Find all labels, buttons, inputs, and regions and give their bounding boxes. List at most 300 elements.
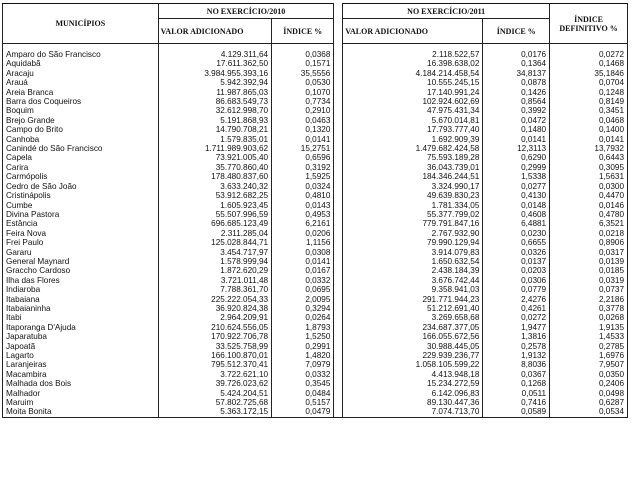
column-header-valor-2010: VALOR ADICIONADO [158,19,271,44]
indice-2010: 0,0484 [272,389,334,398]
municipio-name: Aracaju [3,69,159,78]
municipio-name: Maruim [3,398,159,407]
table-row [3,313,628,322]
indice-2011: 0,1426 [483,88,550,97]
indice-2010: 0,0332 [272,370,334,379]
municipio-name: Feira Nova [3,229,159,238]
column-header-valor-2011: VALOR ADICIONADO [343,19,483,44]
group-header-2011: NO EXERCÍCIO/2011 [343,4,550,19]
indice-2011: 0,7416 [483,398,550,407]
indice-definitivo: 0,0268 [550,313,628,322]
valor-2011: 2.767.932,90 [343,229,483,238]
indice-definitivo: 1,6976 [550,351,628,360]
indice-2010: 0,1320 [272,125,334,134]
column-gap [334,229,343,238]
column-gap [334,153,343,162]
table-row [3,342,628,351]
indice-2010: 0,7734 [272,97,334,106]
municipio-name: Cedro de São João [3,182,159,191]
valor-2011: 10.555.245,15 [343,78,483,87]
table-row [3,78,628,87]
valor-2010: 5.363.172,15 [158,407,271,417]
column-gap [334,144,343,153]
indice-definitivo: 0,6443 [550,153,628,162]
value-added-table [2,3,628,418]
valor-2010: 1.605.923,45 [158,201,271,210]
table-row [3,116,628,125]
valor-2011: 3.269.658,68 [343,313,483,322]
table-row [3,266,628,275]
municipio-name: Moita Bonita [3,407,159,417]
column-header-municipios: MUNICÍPIOS [3,4,159,44]
table-row [3,370,628,379]
column-gap [334,182,343,191]
column-header-indice-definitivo [550,4,628,44]
column-gap [334,313,343,322]
table-row [3,285,628,294]
indice-definitivo: 0,6287 [550,398,628,407]
column-gap [334,116,343,125]
municipio-name: Macambira [3,370,159,379]
municipio-name: Laranjeiras [3,360,159,369]
column-gap [334,172,343,181]
indice-2011: 0,6290 [483,153,550,162]
municipio-name: Aquidabã [3,59,159,68]
municipio-name: Ilha das Flores [3,276,159,285]
valor-2010: 178.480.837,60 [158,172,271,181]
table-row [3,238,628,247]
column-gap [334,266,343,275]
valor-2011: 4.184.214.458,54 [343,69,483,78]
indice-2011: 0,0326 [483,248,550,257]
column-gap [334,332,343,341]
column-gap [334,4,343,44]
indice-definitivo: 0,3451 [550,106,628,115]
valor-2010: 3.722.621,10 [158,370,271,379]
valor-2010: 14.790.708,21 [158,125,271,134]
indice-definitivo: 0,3095 [550,163,628,172]
municipio-name: Carmópolis [3,172,159,181]
table-row [3,50,628,59]
table-row [3,97,628,106]
indice-definitivo: 0,0185 [550,266,628,275]
indice-definitivo: 0,2406 [550,379,628,388]
indice-2011: 0,0589 [483,407,550,417]
indice-definitivo: 0,0272 [550,50,628,59]
indice-2011: 1,3816 [483,332,550,341]
column-header-indice-2010: ÍNDICE % [272,19,334,44]
indice-2011: 0,4130 [483,191,550,200]
indice-2010: 1,5250 [272,332,334,341]
indice-2011: 6,4881 [483,219,550,228]
indice-2011: 8,8036 [483,360,550,369]
valor-2010: 11.987.865,03 [158,88,271,97]
indice-definitivo: 0,0300 [550,182,628,191]
valor-2010: 125.028.844,71 [158,238,271,247]
municipio-name: Carira [3,163,159,172]
municipio-name: Itabaiana [3,295,159,304]
indice-2011: 34,8137 [483,69,550,78]
indice-2011: 2,4276 [483,295,550,304]
municipio-name: Japaratuba [3,332,159,341]
valor-2011: 75.593.189,28 [343,153,483,162]
indice-2011: 0,8564 [483,97,550,106]
table-row [3,304,628,313]
municipio-name: Amparo do São Francisco [3,50,159,59]
table-row [3,257,628,266]
column-gap [334,163,343,172]
indice-2010: 1,4820 [272,351,334,360]
indice-2011: 0,0203 [483,266,550,275]
municipio-name: Areia Branca [3,88,159,97]
valor-2011: 89.130.447,36 [343,398,483,407]
table-row [3,389,628,398]
indice-2010: 2,0095 [272,295,334,304]
column-gap [334,78,343,87]
indice-definitivo: 13,7932 [550,144,628,153]
indice-2010: 0,0167 [272,266,334,275]
indice-2010: 0,0141 [272,257,334,266]
indice-definitivo: 0,1400 [550,125,628,134]
valor-2011: 1.650.632,54 [343,257,483,266]
indice-2011: 0,2999 [483,163,550,172]
indice-2010: 0,0141 [272,135,334,144]
valor-2011: 49.639.830,23 [343,191,483,200]
valor-2011: 15.234.272,59 [343,379,483,388]
valor-2011: 30.988.445,05 [343,342,483,351]
valor-2010: 17.611.362,50 [158,59,271,68]
valor-2010: 7.788.361,70 [158,285,271,294]
indice-definitivo: 2,2186 [550,295,628,304]
indice-definitivo: 0,4470 [550,191,628,200]
column-gap [334,97,343,106]
indice-2010: 0,1070 [272,88,334,97]
valor-2011: 291.771.944,23 [343,295,483,304]
municipio-name: Capela [3,153,159,162]
column-gap [334,69,343,78]
indice-2011: 12,3113 [483,144,550,153]
table-row [3,276,628,285]
indice-definitivo: 7,9507 [550,360,628,369]
indice-2011: 0,1480 [483,125,550,134]
valor-2011: 55.377.799,02 [343,210,483,219]
table-row [3,135,628,144]
valor-2011: 1.058.105.599,22 [343,360,483,369]
table-row [3,69,628,78]
indice-2010: 0,0332 [272,276,334,285]
indice-2011: 0,0148 [483,201,550,210]
municipio-name: General Maynard [3,257,159,266]
column-gap [334,285,343,294]
valor-2010: 5.191.868,93 [158,116,271,125]
group-header-2010: NO EXERCÍCIO/2010 [158,4,334,19]
municipio-name: Graccho Cardoso [3,266,159,275]
indice-2010: 0,0463 [272,116,334,125]
table-row [3,144,628,153]
indice-2011: 0,4261 [483,304,550,313]
valor-2011: 9.358.941,03 [343,285,483,294]
column-gap [334,257,343,266]
valor-2011: 3.914.079,83 [343,248,483,257]
indice-2011: 0,0472 [483,116,550,125]
valor-2011: 16.398.638,02 [343,59,483,68]
valor-2010: 32.612.998,70 [158,106,271,115]
municipio-name: Estância [3,219,159,228]
column-gap [334,323,343,332]
valor-2010: 166.100.870,01 [158,351,271,360]
indice-definitivo: 0,0141 [550,135,628,144]
indice-2010: 35,5556 [272,69,334,78]
valor-2010: 53.912.682,25 [158,191,271,200]
valor-2011: 3.324.990,17 [343,182,483,191]
valor-2011: 1.692.909,39 [343,135,483,144]
valor-2011: 6.142.096,83 [343,389,483,398]
indice-2010: 15,2751 [272,144,334,153]
indice-2011: 0,2578 [483,342,550,351]
valor-2010: 1.872.620,29 [158,266,271,275]
municipio-name: Itaporanga D'Ajuda [3,323,159,332]
indice-definitivo: 1,4533 [550,332,628,341]
municipio-name: Itabaianinha [3,304,159,313]
indice-definitivo: 0,8149 [550,97,628,106]
valor-2011: 184.346.244,51 [343,172,483,181]
table-row [3,210,628,219]
valor-2011: 102.924.602,69 [343,97,483,106]
indice-2010: 6,2161 [272,219,334,228]
valor-2011: 234.687.377,05 [343,323,483,332]
indice-2010: 0,2910 [272,106,334,115]
indice-2011: 0,0230 [483,229,550,238]
column-gap [334,370,343,379]
indice-2011: 0,0272 [483,313,550,322]
municipio-name: Itabi [3,313,159,322]
municipio-name: Frei Paulo [3,238,159,247]
indice-definitivo: 0,0704 [550,78,628,87]
column-gap [334,407,343,417]
indice-2010: 0,3545 [272,379,334,388]
municipio-name: Indiaroba [3,285,159,294]
column-gap [334,88,343,97]
indice-definitivo: 0,1468 [550,59,628,68]
indice-2010: 0,0308 [272,248,334,257]
municipio-name: Arauá [3,78,159,87]
indice-definitivo: 0,1248 [550,88,628,97]
valor-2011: 229.939.236,77 [343,351,483,360]
column-header-indice-2011: ÍNDICE % [483,19,550,44]
valor-2010: 2.964.209,91 [158,313,271,322]
indice-definitivo: 0,0317 [550,248,628,257]
indice-definitivo: 0,2785 [550,342,628,351]
valor-2010: 5.942.392,94 [158,78,271,87]
indice-2010: 1,1156 [272,238,334,247]
indice-definitivo-label: ÍNDICE DEFINITIVO % [559,14,618,33]
column-gap [334,201,343,210]
valor-2010: 795.512.370,41 [158,360,271,369]
table-row [3,191,628,200]
table-row [3,351,628,360]
valor-2011: 2.438.184,39 [343,266,483,275]
indice-2010: 0,4953 [272,210,334,219]
municipio-name: Lagarto [3,351,159,360]
valor-2011: 3.676.742,44 [343,276,483,285]
indice-2011: 0,4608 [483,210,550,219]
table-row [3,153,628,162]
indice-2011: 0,0141 [483,135,550,144]
table-row [3,182,628,191]
column-gap [334,135,343,144]
column-gap [334,351,343,360]
table-row [3,398,628,407]
valor-2010: 35.770.860,40 [158,163,271,172]
table-row [3,201,628,210]
table-row [3,407,628,417]
indice-2011: 1,9477 [483,323,550,332]
valor-2010: 5.424.204,51 [158,389,271,398]
column-gap [334,398,343,407]
indice-2011: 0,0779 [483,285,550,294]
table-row [3,323,628,332]
indice-2010: 0,0530 [272,78,334,87]
valor-2010: 3.984.955.393,16 [158,69,271,78]
valor-2011: 166.055.672,56 [343,332,483,341]
table-row [3,379,628,388]
valor-2011: 51.212.691,40 [343,304,483,313]
indice-2010: 7,0979 [272,360,334,369]
indice-2010: 0,0479 [272,407,334,417]
indice-2011: 0,0277 [483,182,550,191]
indice-2011: 0,0367 [483,370,550,379]
table-row [3,88,628,97]
valor-2010: 170.922.706,78 [158,332,271,341]
table-row [3,229,628,238]
column-gap [334,106,343,115]
indice-2010: 0,0324 [272,182,334,191]
table-row [3,172,628,181]
column-gap [334,238,343,247]
indice-2010: 0,5157 [272,398,334,407]
indice-2010: 0,0264 [272,313,334,322]
column-gap [334,125,343,134]
indice-definitivo: 0,0139 [550,257,628,266]
valor-2010: 3.633.240,32 [158,182,271,191]
indice-2011: 0,0176 [483,50,550,59]
valor-2010: 57.802.725,68 [158,398,271,407]
indice-2011: 1,5338 [483,172,550,181]
indice-2010: 0,0143 [272,201,334,210]
indice-2011: 0,0306 [483,276,550,285]
indice-2011: 0,0137 [483,257,550,266]
indice-definitivo: 0,0319 [550,276,628,285]
indice-2011: 0,6655 [483,238,550,247]
valor-2010: 1.578.999,94 [158,257,271,266]
indice-2011: 1,9132 [483,351,550,360]
indice-definitivo: 1,5631 [550,172,628,181]
column-gap [334,379,343,388]
column-gap [334,210,343,219]
valor-2010: 3.454.717,97 [158,248,271,257]
column-gap [334,59,343,68]
column-gap [334,360,343,369]
municipio-name: Boquim [3,106,159,115]
valor-2010: 39.726.023,62 [158,379,271,388]
valor-2011: 5.670.014,81 [343,116,483,125]
column-gap [334,342,343,351]
municipio-name: Malhador [3,389,159,398]
indice-2010: 0,1571 [272,59,334,68]
indice-2010: 0,6596 [272,153,334,162]
municipio-name: Cumbe [3,201,159,210]
municipio-name: Campo do Brito [3,125,159,134]
valor-2011: 47.975.431,34 [343,106,483,115]
valor-2011: 1.781.334,05 [343,201,483,210]
valor-2011: 779.791.847,16 [343,219,483,228]
valor-2010: 696.685.123,49 [158,219,271,228]
column-gap [334,50,343,59]
valor-2010: 3.721.011,48 [158,276,271,285]
valor-2010: 36.920.824,38 [158,304,271,313]
valor-2010: 1.711.989.903,62 [158,144,271,153]
indice-2010: 0,3192 [272,163,334,172]
municipio-name: Malhada dos Bois [3,379,159,388]
indice-definitivo: 0,0534 [550,407,628,417]
column-gap [334,304,343,313]
valor-2011: 7.074.713,70 [343,407,483,417]
valor-2011: 36.043.739,01 [343,163,483,172]
indice-definitivo: 6,3521 [550,219,628,228]
municipio-name: Japoatã [3,342,159,351]
valor-2011: 17.140.991,24 [343,88,483,97]
municipio-name: Cristinápolis [3,191,159,200]
indice-definitivo: 0,8906 [550,238,628,247]
valor-2010: 55.507.996,59 [158,210,271,219]
valor-2010: 4.129.311,64 [158,50,271,59]
indice-2011: 0,0878 [483,78,550,87]
indice-2010: 0,4810 [272,191,334,200]
municipio-name: Divina Pastora [3,210,159,219]
valor-2011: 2.118.522,57 [343,50,483,59]
indice-definitivo: 1,9135 [550,323,628,332]
column-gap [334,219,343,228]
municipio-name: Barra dos Coqueiros [3,97,159,106]
municipio-name: Brejo Grande [3,116,159,125]
valor-2010: 1.579.835,01 [158,135,271,144]
table-row [3,106,628,115]
table-row [3,295,628,304]
indice-definitivo: 0,4780 [550,210,628,219]
valor-2010: 33.525.758,99 [158,342,271,351]
table-row [3,332,628,341]
indice-definitivo: 0,3778 [550,304,628,313]
indice-2010: 0,0368 [272,50,334,59]
indice-2010: 0,3294 [272,304,334,313]
indice-2010: 1,5925 [272,172,334,181]
indice-2011: 0,1268 [483,379,550,388]
column-gap [334,276,343,285]
table-row [3,59,628,68]
indice-2010: 0,0695 [272,285,334,294]
column-gap [334,191,343,200]
table-row [3,125,628,134]
indice-definitivo: 0,0218 [550,229,628,238]
table-row [3,248,628,257]
valor-2010: 73.921.005,40 [158,153,271,162]
municipio-name: Gararu [3,248,159,257]
indice-2010: 0,2991 [272,342,334,351]
indice-2011: 0,0511 [483,389,550,398]
indice-definitivo: 0,0737 [550,285,628,294]
indice-definitivo: 0,0146 [550,201,628,210]
indice-2010: 1,8793 [272,323,334,332]
